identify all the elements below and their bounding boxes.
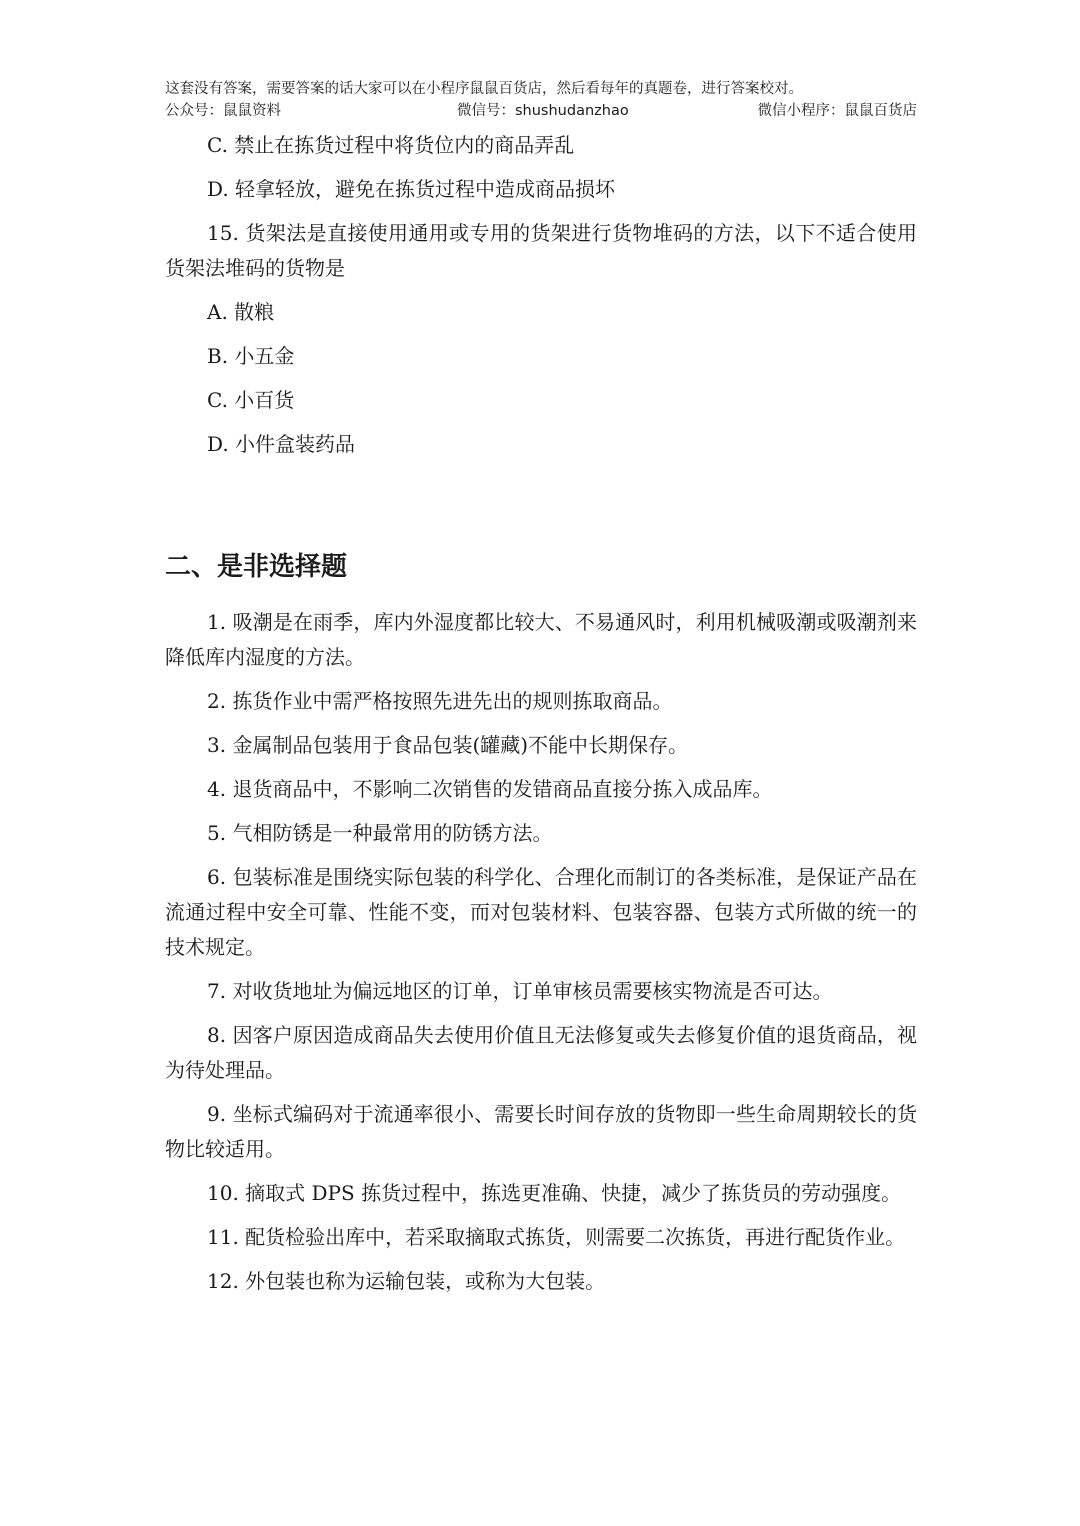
public-account: 公众号：鼠鼠资料 bbox=[165, 103, 281, 119]
tf-item-6: 6. 包装标准是围绕实际包装的科学化、合理化而制订的各类标准，是保证产品在流通过程中安全可靠、性能不变，而对包装材料、包装容器、包装方式所做的统一的技术规定。 bbox=[165, 865, 917, 959]
tf-item-3: 3. 金属制品包装用于食品包装(罐藏)不能中长期保存。 bbox=[207, 733, 689, 757]
q15-option-c: C. 小百货 bbox=[207, 388, 295, 412]
q15-option-a: A. 散粮 bbox=[207, 300, 275, 324]
tf-item-7: 7. 对收货地址为偏远地区的订单，订单审核员需要核实物流是否可达。 bbox=[207, 979, 833, 1003]
tf-item-5: 5. 气相防锈是一种最常用的防锈方法。 bbox=[207, 821, 553, 845]
tf-item-2: 2. 拣货作业中需严格按照先进先出的规则拣取商品。 bbox=[207, 689, 673, 713]
tf-item-9: 9. 坐标式编码对于流通率很小、需要长时间存放的货物即一些生命周期较长的货物比较适用。 bbox=[165, 1102, 917, 1161]
tf-item-1: 1. 吸潮是在雨季，库内外湿度都比较大、不易通风时，利用机械吸潮或吸潮剂来降低库内湿度的方法。 bbox=[165, 610, 917, 669]
tf-item-11: 11. 配货检验出库中，若采取摘取式拣货，则需要二次拣货，再进行配货作业。 bbox=[207, 1225, 906, 1249]
option-d: D. 轻拿轻放，避免在拣货过程中造成商品损坏 bbox=[207, 177, 616, 201]
section-title: 二、是非选择题 bbox=[165, 552, 348, 582]
mini-program: 微信小程序：鼠鼠百货店 bbox=[757, 103, 917, 119]
tf-item-10: 10. 摘取式 DPS 拣货过程中，拣选更准确、快捷，减少了拣货员的劳动强度。 bbox=[207, 1181, 902, 1205]
q15-option-d: D. 小件盒装药品 bbox=[207, 432, 356, 456]
question-15: 15. 货架法是直接使用通用或专用的货架进行货物堆码的方法，以下不适合使用货架法堆码的货物是 bbox=[165, 221, 917, 280]
contact-header bbox=[165, 101, 917, 121]
tf-item-8: 8. 因客户原因造成商品失去使用价值且无法修复或失去修复价值的退货商品，视为待处理品。 bbox=[165, 1023, 917, 1082]
tf-item-12: 12. 外包装也称为运输包装，或称为大包装。 bbox=[207, 1269, 606, 1293]
q15-option-b: B. 小五金 bbox=[207, 344, 295, 368]
option-c: C. 禁止在拣货过程中将货位内的商品弄乱 bbox=[207, 133, 575, 157]
document-body bbox=[165, 128, 917, 1308]
wechat-id: 微信号：shushudanzhao bbox=[457, 103, 629, 119]
tf-item-4: 4. 退货商品中，不影响二次销售的发错商品直接分拣入成品库。 bbox=[207, 777, 773, 801]
answer-notice: 这套没有答案，需要答案的话大家可以在小程序鼠鼠百货店，然后看每年的真题卷，进行答案校对。 bbox=[165, 81, 803, 97]
